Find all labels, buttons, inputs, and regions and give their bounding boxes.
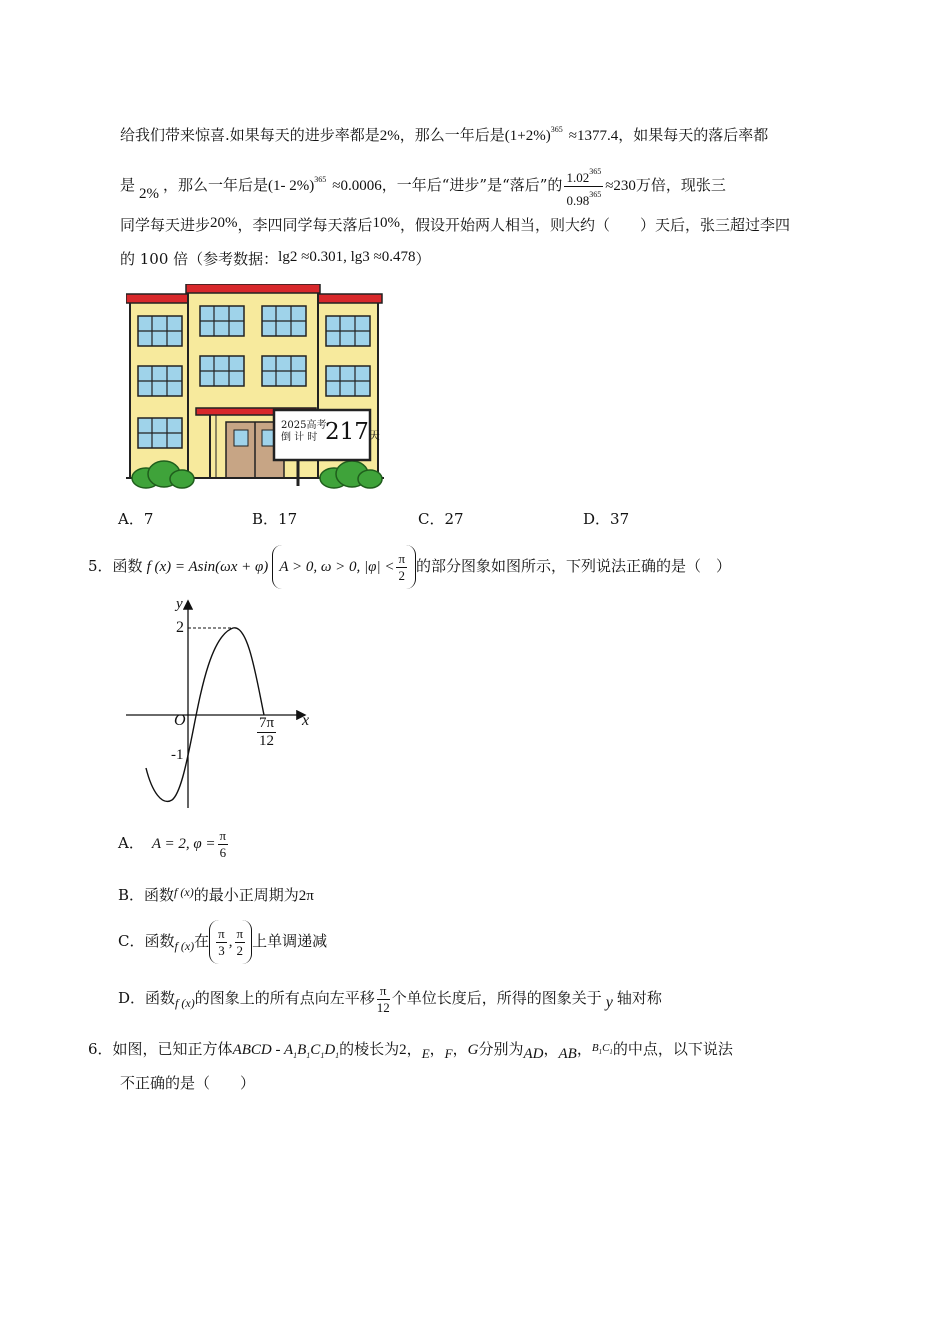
countdown-year: 2025高考: [281, 420, 327, 431]
q5-graph-x-label: x: [302, 712, 310, 729]
q5-option-c[interactable]: C．函数$_{f (x)}$在 $\frac{\pi}{3}$ , $\frac{\pi}{2}$ 上单调递减: [118, 920, 327, 966]
q5-option-b-period: 2π: [298, 888, 314, 904]
q5-option-b[interactable]: B．函数$^{f (x)}$的最小正周期为2π: [118, 885, 314, 904]
q4-percent: 10%: [372, 215, 401, 231]
q4-line1: [120, 118, 768, 148]
q5-graph-origin-label: O: [174, 712, 186, 729]
q4-frac-den-exp: 365: [589, 189, 602, 199]
q4-option-d[interactable]: D．37: [583, 510, 630, 528]
q6-stem-line1: 6．如图，已知正方体ABCD - $A_1B_1C_1D_1$的棱长为2，$_E$，$_F$，G分别为$_{AD}$，$_{AB}$，$^{B_1C_1}$的中点，以下说法: [88, 1040, 733, 1062]
q6-b1c1: B1C1: [591, 1042, 613, 1057]
q4-option-a[interactable]: A．7: [118, 510, 154, 528]
q4-expr: (1- 2%): [268, 178, 315, 194]
q5-sine-graph: [120, 596, 320, 812]
q4-text: 给我们带来惊喜.如果每天的进步率都是: [120, 126, 380, 144]
q4-exponent: 365: [314, 175, 327, 184]
q5-text: 的部分图象如图所示，下列说法正确的是（ ）: [416, 557, 732, 575]
q5-option-a-fraction: $\frac{\pi}{6}$: [219, 827, 227, 860]
q4-line4: [120, 247, 431, 272]
q5-stem: [88, 545, 731, 589]
q5-graph-max-label: 2: [176, 619, 184, 636]
countdown-unit: 天: [368, 429, 380, 442]
q4-percent: 20%: [210, 215, 238, 231]
countdown-label: 倒 计 时: [281, 432, 318, 443]
q5-function: f (x) = Asin(ωx + φ): [146, 559, 269, 575]
q5-text: 函数: [112, 557, 143, 575]
q4-frac-num-exp: 365: [589, 166, 602, 176]
q4-text: ，假设开始两人相当，则大约（ ）天后，张三超过李四: [400, 216, 791, 234]
q6-stem-line2: 不正确的是（ ）: [120, 1074, 256, 1092]
q4-reference-data: lg2 ≈0.301, lg3 ≈0.478: [278, 249, 416, 265]
q6-number: 6．: [88, 1040, 113, 1058]
q5-option-a[interactable]: A． A = 2, φ = $\frac{\pi}{6}$: [118, 827, 227, 860]
q5-option-c-interval: $\frac{\pi}{3}$ , $\frac{\pi}{2}$: [209, 920, 252, 964]
q5-number: 5．: [88, 557, 113, 575]
q4-exponent: 365: [550, 125, 563, 134]
q4-approx: ≈230: [605, 178, 636, 194]
q4-percent: 2%: [139, 186, 160, 202]
q4-text: ，那么一年后是: [399, 126, 505, 144]
q4-line2: [120, 160, 726, 209]
q4-option-c[interactable]: C．27: [418, 510, 464, 528]
q4-text: 是: [120, 176, 136, 194]
q5-graph-x-tick: 7π 12: [259, 715, 275, 749]
q6-cube-name: ABCD - $A_1B_1C_1D_1$: [232, 1042, 340, 1060]
q5-graph-y-label: y: [176, 596, 183, 612]
countdown-days: 217天: [325, 419, 380, 445]
countdown-sign-text: [281, 420, 326, 444]
q5-option-b-func: f (x): [174, 885, 194, 899]
q5-option-a-expr: A = 2, φ =: [151, 836, 216, 852]
q5-graph-min-label: -1: [171, 747, 184, 763]
q4-expr: (1+2%): [504, 128, 551, 144]
q4-ratio-fraction: [564, 164, 603, 209]
q4-text: ，李四同学每天落后: [237, 216, 373, 234]
q5-condition: A > 0, ω > 0, |φ| < $\frac{\pi}{2}$: [272, 545, 416, 589]
q5-option-d-fraction: $\frac{\pi}{12}$: [376, 982, 390, 1015]
q4-text: ，如果每天的落后率都: [618, 126, 769, 144]
q4-frac-den: 0.98: [566, 192, 590, 208]
q4-text: ，那么一年后是: [163, 176, 269, 194]
q4-text: 同学每天进步: [120, 216, 211, 234]
q5-option-d[interactable]: D．函数$_{f (x)}$的图象上的所有点向左平移 $\frac{\pi}{12}$ 个单位长度后，所得的图象关于 $_y$ 轴对称: [118, 982, 662, 1015]
q4-frac-num: 1.02: [566, 169, 590, 185]
q4-percent: 2%: [379, 128, 400, 144]
q4-option-b[interactable]: B．17: [252, 510, 298, 528]
q5-option-d-func: f (x): [175, 996, 195, 1010]
q5-option-d-axis: y: [605, 994, 613, 1011]
q5-option-c-func: f (x): [174, 939, 195, 953]
q4-text: ）: [415, 250, 431, 268]
q4-approx: ≈0.0006: [332, 178, 382, 194]
school-building-illustration: [126, 284, 384, 496]
q4-text: ，一年后“进步”是“落后”的: [381, 176, 563, 194]
q4-line3: [120, 213, 790, 238]
q4-text: 万倍，现张三: [635, 176, 726, 194]
q4-text: 的 100 倍（参考数据：: [120, 250, 279, 268]
q5-cond-fraction: $\frac{\pi}{2}$: [398, 551, 406, 584]
q4-approx: ≈1377.4: [568, 128, 619, 144]
